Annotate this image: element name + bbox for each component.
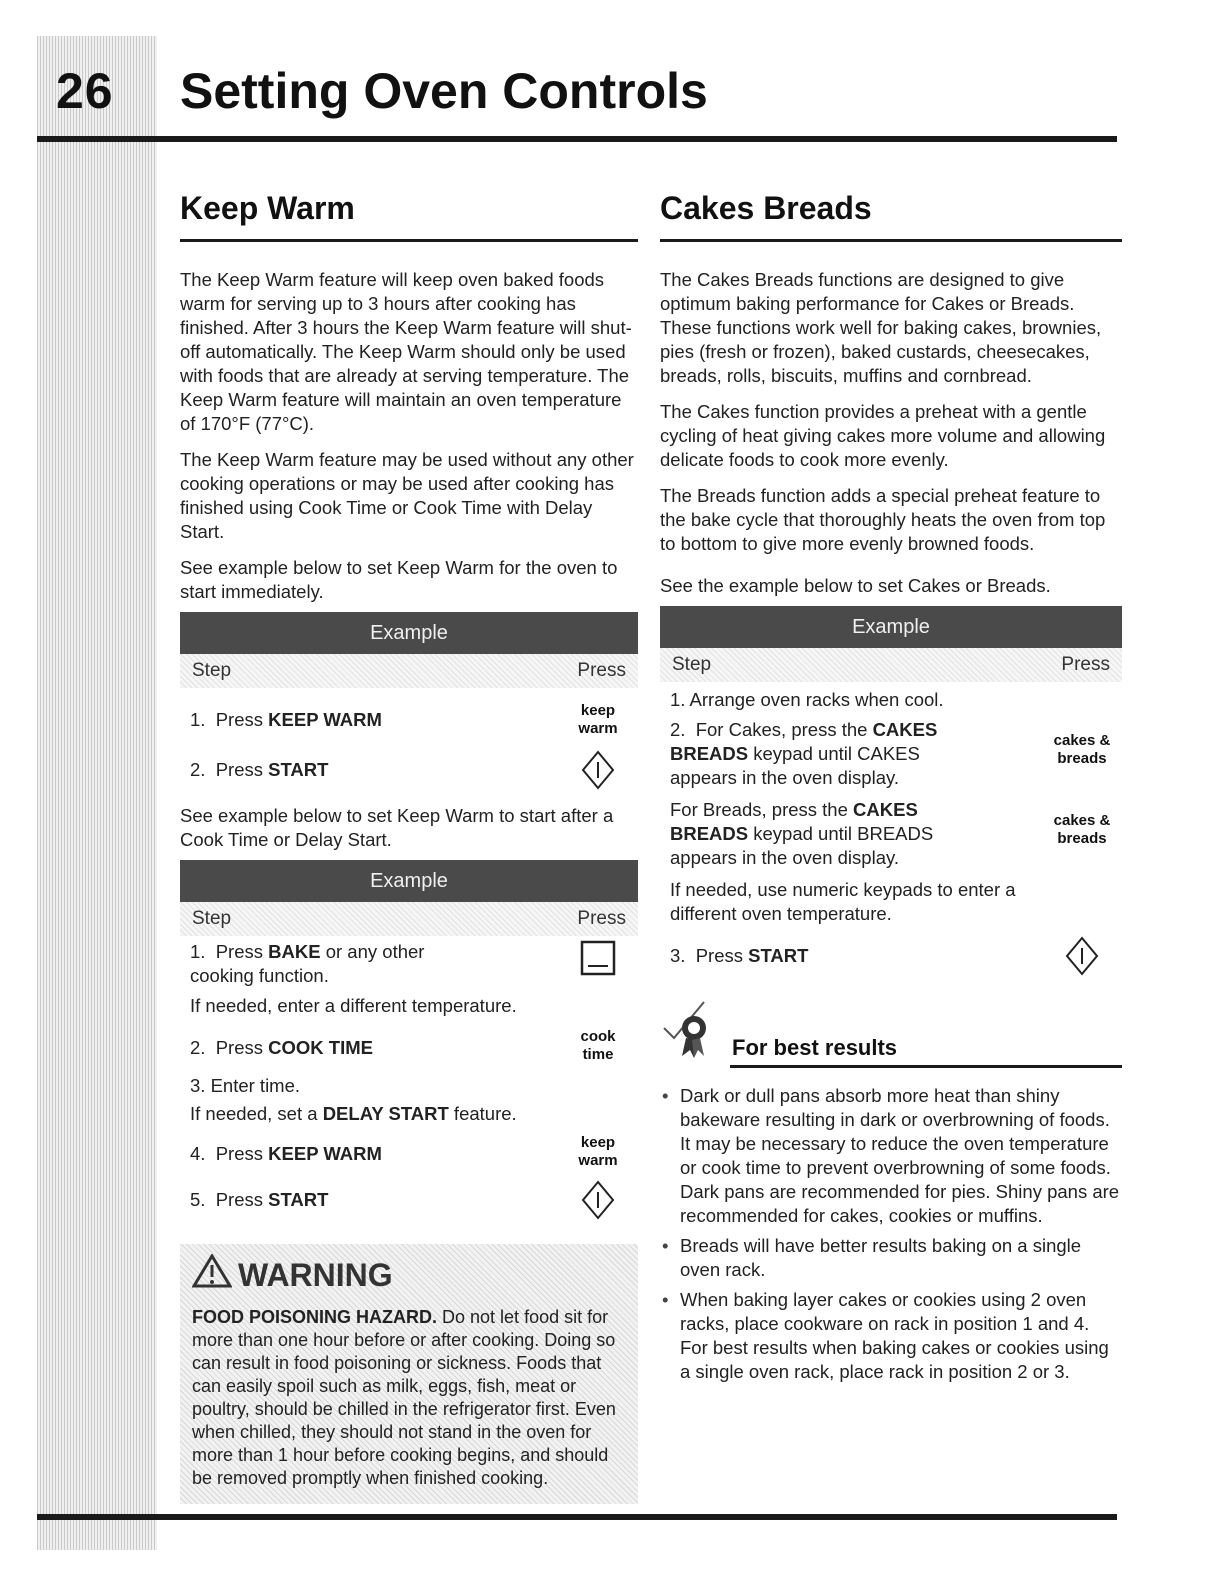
- step-text: 3. Press START: [670, 945, 809, 966]
- cakes-breads-key: cakes & breads: [1053, 812, 1111, 847]
- step-text: 5. Press START: [190, 1189, 329, 1210]
- step-text: 1. Arrange oven racks when cool.: [670, 689, 944, 710]
- example-subheader: [180, 654, 638, 688]
- cakes-breads-para-2: The Cakes function provides a preheat with a gentle cycling of heat giving cakes more volume and allowing delicate foods to cook more evenly.: [660, 401, 1106, 470]
- step-note: If needed, set a DELAY START feature.: [190, 1103, 517, 1124]
- step-row: [660, 798, 1122, 870]
- step-text: 2. For Cakes, press the CAKES BREADS keypad until CAKES appears in the oven display.: [670, 719, 938, 788]
- keep-warm-column: [180, 190, 638, 1504]
- top-divider: [37, 136, 1117, 142]
- keep-warm-para-3: See example below to set Keep Warm for the oven to start immediately.: [180, 557, 618, 602]
- keep-warm-para-4: See example below to set Keep Warm to start after a Cook Time or Delay Start.: [180, 805, 614, 850]
- keep-warm-heading: Keep Warm: [180, 190, 638, 242]
- cakes-breads-para-4: See the example below to set Cakes or Breads.: [660, 575, 1051, 596]
- cakes-breads-column: [660, 190, 1122, 1390]
- page-number: 26: [56, 63, 114, 119]
- bottom-divider: [37, 1514, 1117, 1520]
- cakes-breads-para-1: The Cakes Breads functions are designed to give optimum baking performance for Cakes or Breads. These functions work well for baking cakes, brownies, pies (fresh or frozen), baked custards, cheesecakes, breads, rolls, biscuits, muffins and cornbread.: [660, 269, 1102, 386]
- example-header: Example: [180, 612, 638, 654]
- step-text: 1. Press KEEP WARM: [190, 709, 382, 730]
- cakes-breads-para-3: The Breads function adds a special preheat feature to the bake cycle that thoroughly heats the oven from top to bottom to give more evenly browned foods.: [660, 485, 1106, 554]
- step-row: [180, 1180, 638, 1220]
- warning-text: FOOD POISONING HAZARD. Do not let food sit for more than one hour before or after cooking. Doing so can result in food poisoning or sickness. Foods that can easily spoil such as milk, eggs, fish, meat or poultry, should be chilled in the refrigerator first. Even when chilled, they should not stand in the oven for more than 1 hour before cooking begins, and should be removed promptly when finished cooking.: [192, 1307, 616, 1488]
- step-text: 2. Press START: [190, 759, 329, 780]
- step-text: 2. Press COOK TIME: [190, 1037, 373, 1058]
- step-row: [660, 718, 1122, 790]
- start-key-icon: [558, 750, 638, 790]
- step-row: [180, 1028, 638, 1064]
- bake-key-icon: [558, 940, 638, 976]
- start-key-icon: [558, 1180, 638, 1220]
- example-header: Example: [180, 860, 638, 902]
- start-key-icon: [1042, 936, 1122, 976]
- step-row: [660, 936, 1122, 976]
- press-label: Press: [1061, 654, 1110, 675]
- step-text: 4. Press KEEP WARM: [190, 1143, 382, 1164]
- keep-warm-key: keep warm: [578, 702, 618, 737]
- best-results-list: [660, 1084, 1122, 1384]
- step-note: If needed, enter a different temperature.: [190, 995, 517, 1016]
- cakes-breads-key: cakes & breads: [1053, 732, 1111, 767]
- example-header: Example: [660, 606, 1122, 648]
- warning-box: [180, 1244, 638, 1504]
- list-item: • When baking layer cakes or cookies using 2 oven racks, place cookware on rack in position 1 and 4. For best results when baking cakes or cookies using a single oven rack, place rack in position 2 or 3.: [680, 1288, 1122, 1384]
- list-item: • Breads will have better results baking on a single oven rack.: [680, 1234, 1122, 1282]
- step-note: If needed, use numeric keypads to enter a different oven temperature.: [670, 879, 1016, 924]
- example-table-2: [180, 860, 638, 1220]
- step-text: 3. Enter time.: [190, 1075, 301, 1096]
- example-subheader: [660, 648, 1122, 682]
- keep-warm-key: keep warm: [578, 1134, 618, 1169]
- step-row: [180, 1134, 638, 1170]
- page-title: Setting Oven Controls: [180, 63, 708, 119]
- best-results-divider: [730, 1065, 1122, 1068]
- example-table-1: [180, 612, 638, 790]
- step-label: Step: [672, 654, 712, 675]
- keep-warm-para-2: The Keep Warm feature may be used without any other cooking operations or may be used after cooking has finished using Cook Time or Cook Time with Delay Start.: [180, 449, 634, 542]
- step-label: Step: [192, 660, 232, 681]
- step-row: [180, 940, 638, 988]
- award-ribbon-icon: [660, 998, 724, 1065]
- press-label: Press: [577, 660, 626, 681]
- example-subheader: [180, 902, 638, 936]
- cook-time-key: cook time: [580, 1028, 616, 1063]
- step-label: Step: [192, 908, 232, 929]
- keep-warm-para-1: The Keep Warm feature will keep oven baked foods warm for serving up to 3 hours after cooking has finished. After 3 hours the Keep Warm feature will shut-off automatically. The Keep Warm should only be used with foods that are already at serving temperature. The Keep Warm feature will maintain an oven temperature of 170°F (77°C).: [180, 269, 632, 434]
- warning-title: WARNING: [192, 1254, 626, 1296]
- step-text: 1. Press BAKE or any other cooking function.: [190, 941, 425, 986]
- step-row: [180, 702, 638, 738]
- warning-triangle-icon: [192, 1254, 232, 1296]
- cakes-breads-heading: Cakes Breads: [660, 190, 1122, 242]
- step-text: For Breads, press the CAKES BREADS keypad until BREADS appears in the oven display.: [670, 799, 934, 868]
- list-item: • Dark or dull pans absorb more heat than shiny bakeware resulting in dark or overbrowning of foods. It may be necessary to reduce the oven temperature or cook time to prevent overbrowning of some foods. Dark pans are recommended for pies. Shiny pans are recommended for cakes, cookies or muffins.: [680, 1084, 1122, 1228]
- best-results-title: For best results: [732, 1035, 898, 1060]
- press-label: Press: [577, 908, 626, 929]
- page-side-bar: [37, 36, 157, 1550]
- best-results-header: [660, 998, 1122, 1065]
- example-table-3: [660, 606, 1122, 976]
- step-row: [180, 750, 638, 790]
